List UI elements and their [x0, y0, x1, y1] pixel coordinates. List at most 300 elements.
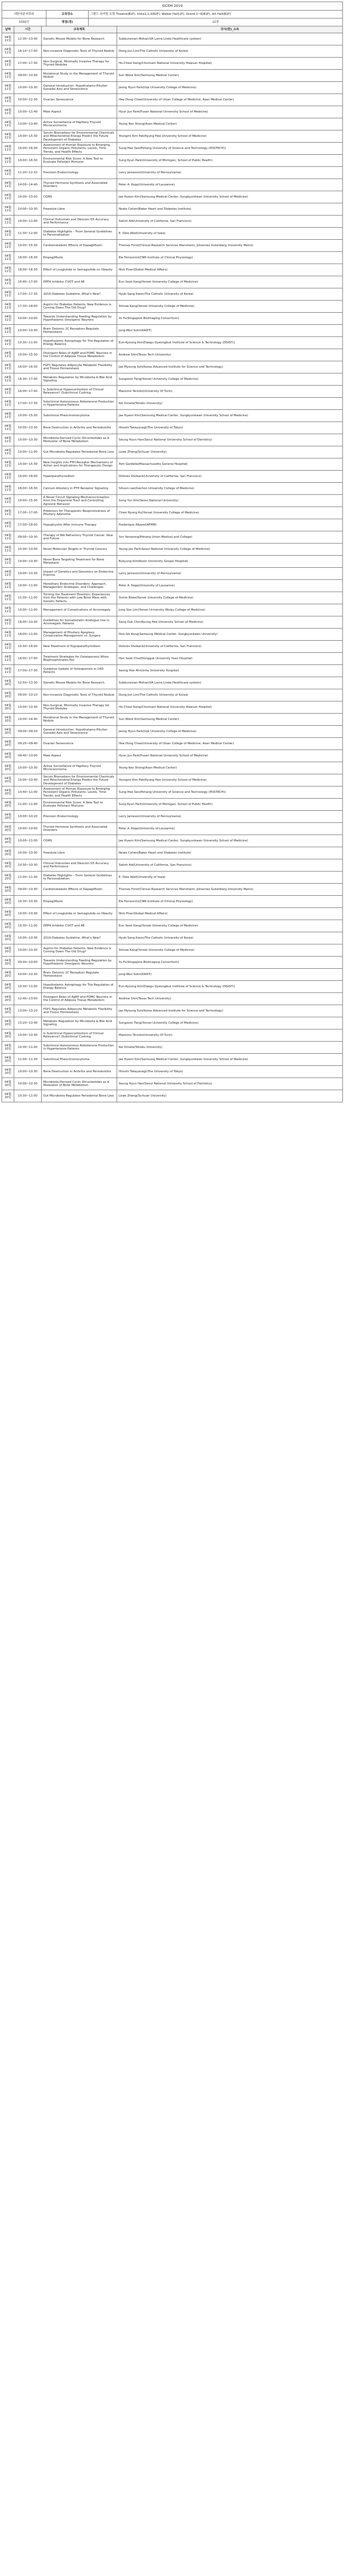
- time-cell: 16:00~16:00: [14, 471, 42, 482]
- table-row: [2, 568, 343, 580]
- speaker-cell: Hee Dong Chae(University of Ulsan College of Medicine, Asan Medical Center): [117, 94, 343, 106]
- topic-cell: Cardiometabolic Effects of Dapagliflozin: [42, 884, 117, 895]
- time-cell: 10:00~12:30: [14, 94, 42, 106]
- date-cell: 04월 11일: [2, 288, 14, 300]
- topic-cell: Mutational Study in the Management of Thyroid Nodule: [42, 70, 117, 81]
- topic-cell: Novel Bone Targeting Treatment for Bone Metastasis: [42, 556, 117, 567]
- date-cell: 04월 11일: [2, 629, 14, 640]
- topic-cell: Non-Surgical, Minimally Invasive Therapy for Thyroid Nodules: [42, 58, 117, 69]
- time-cell: 17:00~18:00: [14, 519, 42, 531]
- date-cell: 04월 11일: [2, 422, 14, 434]
- speaker-cell: Kei Omata(Tohoku University): [117, 1042, 343, 1053]
- date-cell: 04월 11일: [2, 179, 14, 191]
- date-cell: 04월 11일: [2, 556, 14, 567]
- topic-cell: Hypophysitis After Immune Therapy: [42, 519, 117, 531]
- speaker-cell: Young Kee Shong(Asan Medical Center): [117, 118, 343, 130]
- topic-cell: Mutational Study in the Management of Thyroid Nodule: [42, 714, 117, 725]
- table-row: [2, 872, 343, 884]
- time-cell: 10:00~11:00: [14, 580, 42, 592]
- date-cell: 04월 11일: [2, 155, 14, 166]
- time-cell: 10:00~15:30: [14, 130, 42, 142]
- time-cell: 16:00~16:30: [14, 252, 42, 264]
- time-cell: 16:10~17:00: [14, 45, 42, 57]
- time-cell: 10:30~10:30: [14, 896, 42, 907]
- date-cell: 04월 11일: [2, 216, 14, 227]
- topic-cell: Hereditary Endocrine Disorders: Approach, Management Strategies, and Challenges: [42, 580, 117, 592]
- topic-cell: DPP4 Inhibitor CVOT and AE: [42, 276, 117, 288]
- table-row: [2, 240, 343, 252]
- speaker-cell: Sungsoon Fang(Yonsei University College of Medicine): [117, 1017, 343, 1029]
- speaker-cell: Sun Wook Kim(Samsung Medical Center): [117, 714, 343, 725]
- date-cell: 04월 20일: [2, 799, 14, 810]
- time-cell: 17:00~17:30: [14, 665, 42, 677]
- speaker-cell: Eun-Kyoung Kim(Daegu Gyeongbuk Institute of Science & Technology (DGIST)): [117, 337, 343, 349]
- speaker-cell: Jae Hyeon Kim(Samsung Medical Center, Sungkyunkwan University School of Medicine): [117, 410, 343, 421]
- speaker-cell: Ele Ferrannini(CNR Institute of Clinical Physiology): [117, 896, 343, 907]
- topic-cell: Metabolic Regulation by Microbiota & Bile Acid Signaling: [42, 373, 117, 385]
- time-cell: 09:00~10:30: [14, 70, 42, 81]
- date-cell: 04월 20일: [2, 957, 14, 968]
- time-cell: 10:00~16:30: [14, 155, 42, 166]
- topic-cell: Management of Pituitary Apoplexy: Conservative Management vs. Surgery: [42, 629, 117, 640]
- speaker-cell: Massimo Terzolo(University Of Turin): [117, 1029, 343, 1041]
- speaker-cell: Youngmi Kim Pak(Kyung Hee University School of Medicine): [117, 130, 343, 142]
- date-cell: 04월 11일: [2, 398, 14, 409]
- topic-cell: Ovarian Senescence: [42, 738, 117, 750]
- time-cell: 10:30~16:00: [14, 641, 42, 652]
- date-cell: 04월 11일: [2, 191, 14, 203]
- time-cell: 10:00~15:30: [14, 240, 42, 251]
- time-cell: 11:00~11:30: [14, 872, 42, 883]
- table-row: [2, 799, 343, 811]
- table-row: [2, 616, 343, 629]
- table-row: [2, 714, 343, 726]
- time-cell: 10:00~15:30: [14, 495, 42, 507]
- time-cell: 11:00~11:40: [14, 799, 42, 810]
- table-row: [2, 847, 343, 859]
- topic-cell: Guidelines for Somatostatin Analogue Use in Acromegalic Patients: [42, 616, 117, 628]
- time-cell: 16:00~16:30: [14, 361, 42, 373]
- speaker-cell: Subburaman Mohan(VA Loma Linda Healthcare system): [117, 677, 343, 689]
- speaker-cell: Bukyung Kim(Kosin University Gospel Hospital): [117, 556, 343, 567]
- table-row: [2, 544, 343, 556]
- table-row: [2, 762, 343, 774]
- date-cell: 04월 11일: [2, 167, 14, 179]
- header-time: 시간: [14, 26, 42, 33]
- title-row: [2, 2, 343, 11]
- table-row: [2, 823, 343, 835]
- time-cell: 10:30~10:00: [14, 544, 42, 555]
- speaker-cell: Jae Hyeon Kim(Samsung Medical Center, Sungkyunkwan University School of Medicine): [117, 835, 343, 847]
- date-cell: 04월 20일: [2, 701, 14, 713]
- table-row: [2, 1017, 343, 1029]
- speaker-cell: Sung-Hee Seo(Pohang University of Science and Technology (POSTECH)): [117, 786, 343, 798]
- date-cell: 04월 20일: [2, 762, 14, 774]
- date-cell: 04월 11일: [2, 471, 14, 482]
- speaker-cell: Sung Kyun Park(University of Michigan, School of Public Health): [117, 799, 343, 810]
- topic-cell: Turning the Treatment Direction: Experiences from the Patients with Low Bone Mass with Genetic Defects: [42, 592, 117, 604]
- topic-cell: Diabetes Highlights – From General Guidelines to Personalization: [42, 872, 117, 883]
- speaker-cell: Sung Kyun Park(University of Michigan, School of Public Health): [117, 155, 343, 166]
- table-row: [2, 507, 343, 519]
- date-cell: 04월 11일: [2, 592, 14, 604]
- topic-cell: Hyperparathyroidism: [42, 471, 117, 482]
- topic-cell: Brain Dotomic 2C Receptors Regulate Homeostasis: [42, 325, 117, 336]
- table-row: [2, 944, 343, 957]
- speaker-cell: Seung Hyun Han(Seoul National University School of Dentistry): [117, 434, 343, 446]
- time-cell: 16:00~10:30: [14, 616, 42, 628]
- time-cell: 16:00~16:30: [14, 264, 42, 276]
- date-cell: 04월 11일: [2, 325, 14, 336]
- date-cell: 04월 11일: [2, 373, 14, 385]
- speaker-cell: Hiroshi Takayanagi(The University of Tokyo): [117, 1066, 343, 1078]
- speaker-cell: Sung Yun Kim(Seoul National University): [117, 495, 343, 507]
- topic-cell: Non-invasive Diagnostic Tools of Thyroid Nodule: [42, 45, 117, 57]
- time-cell: 17:00~17:30: [14, 58, 42, 69]
- date-cell: 04월 20일: [2, 932, 14, 944]
- time-cell: 10:00~11:40: [14, 106, 42, 118]
- time-cell: 10:00~11:00: [14, 604, 42, 616]
- table-row: [2, 264, 343, 276]
- topic-cell: Gut Microbiota Regulates Periodontal Bone Loss: [42, 446, 117, 458]
- date-cell: 04월 11일: [2, 33, 14, 45]
- speaker-cell: Larry Jameson(University of Pennsylvania): [117, 811, 343, 822]
- date-cell: 04월 11일: [2, 313, 14, 324]
- speaker-cell: Nick Finer(Global Medical Affairs): [117, 264, 343, 276]
- table-row: [2, 252, 343, 264]
- time-cell: 11:00~11:30: [14, 1054, 42, 1065]
- speaker-cell: Dolores Shoback(University of California, San Francisco): [117, 471, 343, 482]
- date-cell: 04월 11일: [2, 641, 14, 652]
- date-cell: 04월 11일: [2, 130, 14, 142]
- table-row: [2, 556, 343, 568]
- date-cell: 04월 11일: [2, 58, 14, 69]
- topic-cell: Aspirin for Diabetes Patients: New Evidence is Coming Down The Old Drug?: [42, 944, 117, 956]
- time-cell: 11:00~11:00: [14, 592, 42, 604]
- table-row: [2, 386, 343, 398]
- table-row: [2, 373, 343, 386]
- speaker-cell: Shinae Kang(Yonsei University College of Medicine): [117, 301, 343, 312]
- table-row: [2, 130, 343, 143]
- date-cell: 04월 11일: [2, 604, 14, 616]
- topic-cell: Aspirin for Diabetes Patients: New Evidence is Coming Down The Old Drug?: [42, 301, 117, 312]
- time-cell: 10:00~10:30: [14, 434, 42, 446]
- date-cell: 04월 20일: [2, 908, 14, 920]
- speaker-cell: E. Dale Abel(University of Iowa): [117, 228, 343, 239]
- date-cell: 04월 20일: [2, 1090, 14, 1102]
- table-row: [2, 70, 343, 82]
- topic-cell: Calcium Allostery in PTH Receptor Signaling: [42, 483, 117, 494]
- time-cell: 10:30~11:00: [14, 337, 42, 349]
- table-row: [2, 1029, 343, 1042]
- time-cell: 17:00~17:30: [14, 288, 42, 300]
- topic-cell: Impact of Genetics and Genomics on Endocrine Practice: [42, 568, 117, 579]
- time-cell: 10:00~10:30: [14, 969, 42, 980]
- date-cell: 04월 11일: [2, 349, 14, 361]
- org-label: 대한내분비학회: [2, 11, 46, 18]
- time-cell: 10:00~15:30: [14, 410, 42, 421]
- credit-label: 평점(점): [46, 18, 89, 26]
- table-row: [2, 811, 343, 823]
- date-cell: 04월 11일: [2, 568, 14, 579]
- time-cell: 10:00~10:30: [14, 944, 42, 956]
- date-cell: 04월 11일: [2, 276, 14, 288]
- speaker-cell: Jeong Hyun Park(Inje University College of Medicine): [117, 82, 343, 93]
- topic-cell: Novel Molecular Targets in Thyroid Cancers: [42, 544, 117, 555]
- speaker-cell: Sang Ouk Chin(Kyung Hee University School of Medicine): [117, 616, 343, 628]
- topic-cell: Empagliflozin: [42, 252, 117, 264]
- table-row: [2, 58, 343, 70]
- topic-cell: Brain Dotomic 2C Receptors Regulate Homeostasis: [42, 969, 117, 980]
- topic-cell: Non-invasive Diagnostic Tools of Thyroid Nodule: [42, 689, 117, 701]
- topic-cell: Genetic Mouse Models for Bone Research: [42, 33, 117, 45]
- time-cell: 17:00~17:30: [14, 398, 42, 409]
- topic-cell: Microbiota-Derived Cyclic Dinucleotides as A Modulator of Bone Metabolism: [42, 434, 117, 446]
- topic-cell: Serum Biomarkers for Environmental Chemicals and Mitochondrial Energy Predict the Future Development of Diabetes: [42, 130, 117, 142]
- speaker-cell: Tom Gardella(Massachusetts General Hospital): [117, 458, 343, 470]
- date-cell: 04월 11일: [2, 531, 14, 543]
- topic-cell: Assessment of Human Exposure to Emerging Persistent Organic Pollutants: Levels, Time Trends, and Health Effects: [42, 143, 117, 154]
- time-cell: 10:00~10:30: [14, 568, 42, 579]
- time-cell: 10:30~11:00: [14, 981, 42, 992]
- date-cell: 04월 11일: [2, 653, 14, 664]
- table-row: [2, 301, 343, 313]
- table-row: [2, 471, 343, 483]
- table-row: [2, 993, 343, 1005]
- topic-cell: Guideline Update of Osteoporosis in CKD Patients: [42, 665, 117, 677]
- table-row: [2, 228, 343, 240]
- date-cell: 04월 11일: [2, 434, 14, 446]
- time-cell: 10:00~10:40: [14, 774, 42, 786]
- time-cell: 10:00~15:30: [14, 458, 42, 470]
- date-cell: 04월 11일: [2, 203, 14, 215]
- time-cell: 10:00~10:30: [14, 847, 42, 859]
- speaker-cell: Larry Jameson(University of Pennsylvania): [117, 167, 343, 179]
- speaker-cell: Eun Seok Kang(Yonsei University College of Medicine): [117, 276, 343, 288]
- date-cell: 04월 20일: [2, 750, 14, 762]
- speaker-cell: Young-Joo Park(Seoul National University College of Medicine): [117, 544, 343, 555]
- speaker-cell: Yu Fu(Singapore Bioimaging Consortium): [117, 957, 343, 968]
- topic-cell: Freestyle Libre: [42, 203, 117, 215]
- topic-cell: New Treatment of Hypoparathyroidism: [42, 641, 117, 652]
- time-cell: 16:00~17:00: [14, 653, 42, 664]
- date-cell: 04월 20일: [2, 1066, 14, 1078]
- schedule-table: [2, 2, 343, 1102]
- topic-cell: Clinical Outcomes and Dexcom G5 Accuracy and Performance: [42, 859, 117, 871]
- date-cell: 04월 20일: [2, 774, 14, 786]
- table-row: [2, 738, 343, 750]
- table-row: [2, 519, 343, 531]
- topic-cell: Subclinical Autonomous Aldosterone Production in Hypertensive Patients: [42, 1042, 117, 1053]
- topic-cell: Freestyle Libre: [42, 847, 117, 859]
- topic-cell: Active Surveillance of Papillary Thyroid Microcarcinoma: [42, 118, 117, 130]
- time-cell: 14:00~14:40: [14, 179, 42, 191]
- time-cell: 09:00~10:10: [14, 689, 42, 701]
- table-row: [2, 288, 343, 301]
- speaker-cell: Han Seok Choi(Dongguk University Ilsan Hospital): [117, 653, 343, 664]
- date-cell: 04월 11일: [2, 495, 14, 507]
- topic-cell: Male Aspect: [42, 750, 117, 762]
- meta-row-credit: [2, 18, 343, 26]
- date-cell: 04월 20일: [2, 896, 14, 907]
- topic-cell: A Novel Circuit Signaling Mechanocrinisation from the Dopamine Tract and Controlling Agnostic Behavior: [42, 495, 117, 507]
- topic-cell: Subclinical Autonomous Aldosterone Production in Hypertensive Patients: [42, 398, 117, 409]
- speaker-cell: Neale Cohen(Baker Heart and Diabetes Institute): [117, 847, 343, 859]
- speaker-cell: Lowe Zheng(Sichuan University): [117, 1090, 343, 1102]
- table-row: [2, 155, 343, 167]
- time-cell: 16:30~17:00: [14, 373, 42, 385]
- speaker-cell: Satish Adi(University of California, San Francisco): [117, 859, 343, 871]
- topic-cell: 2019 Diabetes Guideline, What's New?: [42, 288, 117, 300]
- table-row: [2, 337, 343, 349]
- table-row: [2, 920, 343, 932]
- time-cell: 16:00~16:30: [14, 483, 42, 494]
- time-cell: 10:00~10:00: [14, 313, 42, 324]
- date-cell: 04월 20일: [2, 677, 14, 689]
- speaker-cell: Hyun Jun Park(Pusan National University School of Medicine): [117, 750, 343, 762]
- date-cell: 04월 20일: [2, 981, 14, 992]
- table-row: [2, 774, 343, 786]
- venue-label: 교육장소: [46, 11, 89, 18]
- topic-cell: Management of Complications of Acromegaly: [42, 604, 117, 616]
- date-cell: 04월 20일: [2, 738, 14, 750]
- time-cell: 17:00~17:00: [14, 507, 42, 519]
- topic-cell: 2019 Diabetes Guideline, What's New?: [42, 932, 117, 944]
- date-cell: 04월 11일: [2, 410, 14, 421]
- time-cell: 10:30~10:30: [14, 859, 42, 871]
- topic-cell: Divergent Roles of AgRP and POMC Neurons in the Control of Adipose Tissue Metabolism: [42, 993, 117, 1005]
- speaker-cell: Frederique Albarel(APHM): [117, 519, 343, 531]
- topic-cell: Effect of Liraglutide or Semaglutide on Obesity: [42, 264, 117, 276]
- speaker-cell: Jae Hyeon Kim(Samsung Medical Center, Sungkyunkwan University School of Medicine): [117, 1054, 343, 1065]
- speaker-cell: Jeong Hyun Park(Inje University College of Medicine): [117, 726, 343, 737]
- time-cell: 11:20~12:10: [14, 167, 42, 179]
- table-row: [2, 908, 343, 920]
- table-row: [2, 446, 343, 458]
- date-cell: 04월 11일: [2, 446, 14, 458]
- topic-cell: Towards Understanding Feeding Regulation by Hypothalamic Orexigenic Neurons: [42, 957, 117, 968]
- topic-cell: Precision Endocrinology: [42, 811, 117, 822]
- time-cell: 10:00~11:00: [14, 835, 42, 847]
- date-cell: 04월 11일: [2, 616, 14, 628]
- date-cell: 04월 20일: [2, 944, 14, 956]
- date-cell: 04월 20일: [2, 969, 14, 980]
- speaker-cell: Sihoon Lee(Gachon University College of Medicine): [117, 483, 343, 494]
- topic-cell: Environmental Risk Score: A New Tool to Evaluate Pollutant Mixtures: [42, 155, 117, 166]
- table-row: [2, 859, 343, 872]
- time-cell: 10:00~11:00: [14, 446, 42, 458]
- time-cell: 10:00~10:20: [14, 811, 42, 822]
- topic-cell: Is Subclinical Hypercortisolism of Clinical Relevance? (Subclinical Cushing: [42, 1029, 117, 1041]
- time-cell: 10:00~10:30: [14, 932, 42, 944]
- time-cell: 16:40~17:00: [14, 276, 42, 288]
- date-cell: 04월 11일: [2, 544, 14, 555]
- table-body: [2, 33, 343, 1102]
- time-cell: 10:00~11:00: [14, 216, 42, 227]
- table-row: [2, 167, 343, 179]
- date-cell: 04월 11일: [2, 45, 14, 57]
- table-row: [2, 1066, 343, 1078]
- date-cell: 04월 11일: [2, 301, 14, 312]
- table-row: [2, 458, 343, 471]
- topic-cell: Empagliflozin: [42, 896, 117, 907]
- time-cell: 10:00~10:00: [14, 823, 42, 835]
- topic-cell: Environmental Risk Score: A New Tool to Evaluate Pollutant Mixtures: [42, 799, 117, 810]
- speaker-cell: Eun-Kyoung Kim(Daegu Gyeongbuk Institute of Science & Technology (DGIST)): [117, 981, 343, 992]
- date-cell: 04월 11일: [2, 106, 14, 118]
- speaker-cell: Ho-Cheol Kang(Chonnam National University Hwasun Hospital): [117, 701, 343, 713]
- speaker-cell: Seung Hyun Han(Seoul National University School of Dentistry): [117, 1078, 343, 1090]
- table-row: [2, 203, 343, 216]
- time-cell: 10:00~10:00: [14, 191, 42, 203]
- topic-cell: Thyroid Hormone Synthesis and Associated Disorders: [42, 179, 117, 191]
- time-cell: 09:40~10:00: [14, 750, 42, 762]
- speaker-cell: Dong-Jun Lim(The Catholic University of Korea): [117, 689, 343, 701]
- speaker-cell: Doo-Sik Kong(Samsung Medical Center, Sungkyunkwan University): [117, 629, 343, 640]
- speaker-cell: Hyun Jun Park(Pusan National University School of Medicine): [117, 106, 343, 118]
- speaker-cell: Ho-Cheol Kang(Chonnam National University Hwasun Hospital): [117, 58, 343, 69]
- speaker-cell: Nick Finer(Global Medical Affairs): [117, 908, 343, 920]
- topic-cell: FGF1 Regulates Adipocyte Metabolic Flexibility and Tissue Homeostasis: [42, 361, 117, 373]
- table-row: [2, 786, 343, 799]
- table-row: [2, 1054, 343, 1066]
- table-row: [2, 641, 343, 653]
- credit-value: 12점: [89, 18, 343, 26]
- date-cell: 04월 11일: [2, 252, 14, 264]
- table-row: [2, 434, 343, 446]
- topic-cell: New Insights into PTH Receptor Mechanisms of Action and Implications for Therapeutic Design: [42, 458, 117, 470]
- time-cell: 10:00~10:30: [14, 762, 42, 774]
- date-cell: 04월 11일: [2, 519, 14, 531]
- topic-cell: General Introduction: Hypothalamo-Pituitar-Gonadal Axis and Senescence: [42, 82, 117, 93]
- topic-cell: CGMS: [42, 191, 117, 203]
- speaker-cell: Yumie Rhee(Yonsei University College of Medicine): [117, 592, 343, 604]
- topic-cell: Clinical Outcomes and Dexcom G5 Accuracy and Performance: [42, 216, 117, 227]
- time-cell: 09:00~09:20: [14, 726, 42, 737]
- topic-cell: DPP4 Inhibitor CVOT and AE: [42, 920, 117, 932]
- topic-cell: Serum Biomarkers for Environmental Chemicals and Mitochondrial Energy Predict the Future Development of Diabetes: [42, 774, 117, 786]
- speaker-cell: Peter A. Kopp(University of Lausanne): [117, 179, 343, 191]
- table-row: [2, 216, 343, 228]
- date-cell: 04월 20일: [2, 786, 14, 798]
- date-cell: 04월 20일: [2, 1029, 14, 1041]
- topic-cell: Hypothalamic Astrophagy for The Regulation of Energy Balance: [42, 337, 117, 349]
- table-row: [2, 531, 343, 544]
- topic-cell: Metabolic Regulation by Microbiota & Bile Acid Signaling: [42, 1017, 117, 1029]
- time-cell: 14:00~14:40: [14, 714, 42, 725]
- topic-cell: Towards Understanding Feeding Regulation by Hypothalamic Orexigenic Neurons: [42, 313, 117, 324]
- speaker-cell: Larry Jameson(University of Pennsylvania): [117, 568, 343, 579]
- date-cell: 04월 20일: [2, 1054, 14, 1065]
- speaker-cell: E. Dale Abel(University of Iowa): [117, 872, 343, 883]
- time-cell: 16:00~16:30: [14, 143, 42, 154]
- table-row: [2, 665, 343, 677]
- date-cell: 04월 20일: [2, 859, 14, 871]
- topic-cell: Subclinical Pheochromocytoma: [42, 410, 117, 421]
- time-cell: 16:00~17:00: [14, 386, 42, 397]
- topic-cell: Assessment of Human Exposure to Emerging Persistent Organic Pollutants: Levels, Time Trends, and Health Effects: [42, 786, 117, 798]
- table-row: [2, 701, 343, 714]
- speaker-cell: Eun Seok Kang(Yonsei University College of Medicine): [117, 920, 343, 932]
- date-cell: 04월 11일: [2, 386, 14, 397]
- time-cell: 10:00~10:30: [14, 556, 42, 567]
- date-cell: 04월 11일: [2, 94, 14, 106]
- speaker-cell: Sung-Hee Seo(Pohang University of Science and Technology (POSTECH)): [117, 143, 343, 154]
- speaker-cell: Jong-Woo Sohn(KAIST): [117, 969, 343, 980]
- date-cell: 04월 11일: [2, 240, 14, 251]
- table-row: [2, 592, 343, 604]
- topic-cell: Bone Destruction in Arthritis and Periodontitis: [42, 1066, 117, 1078]
